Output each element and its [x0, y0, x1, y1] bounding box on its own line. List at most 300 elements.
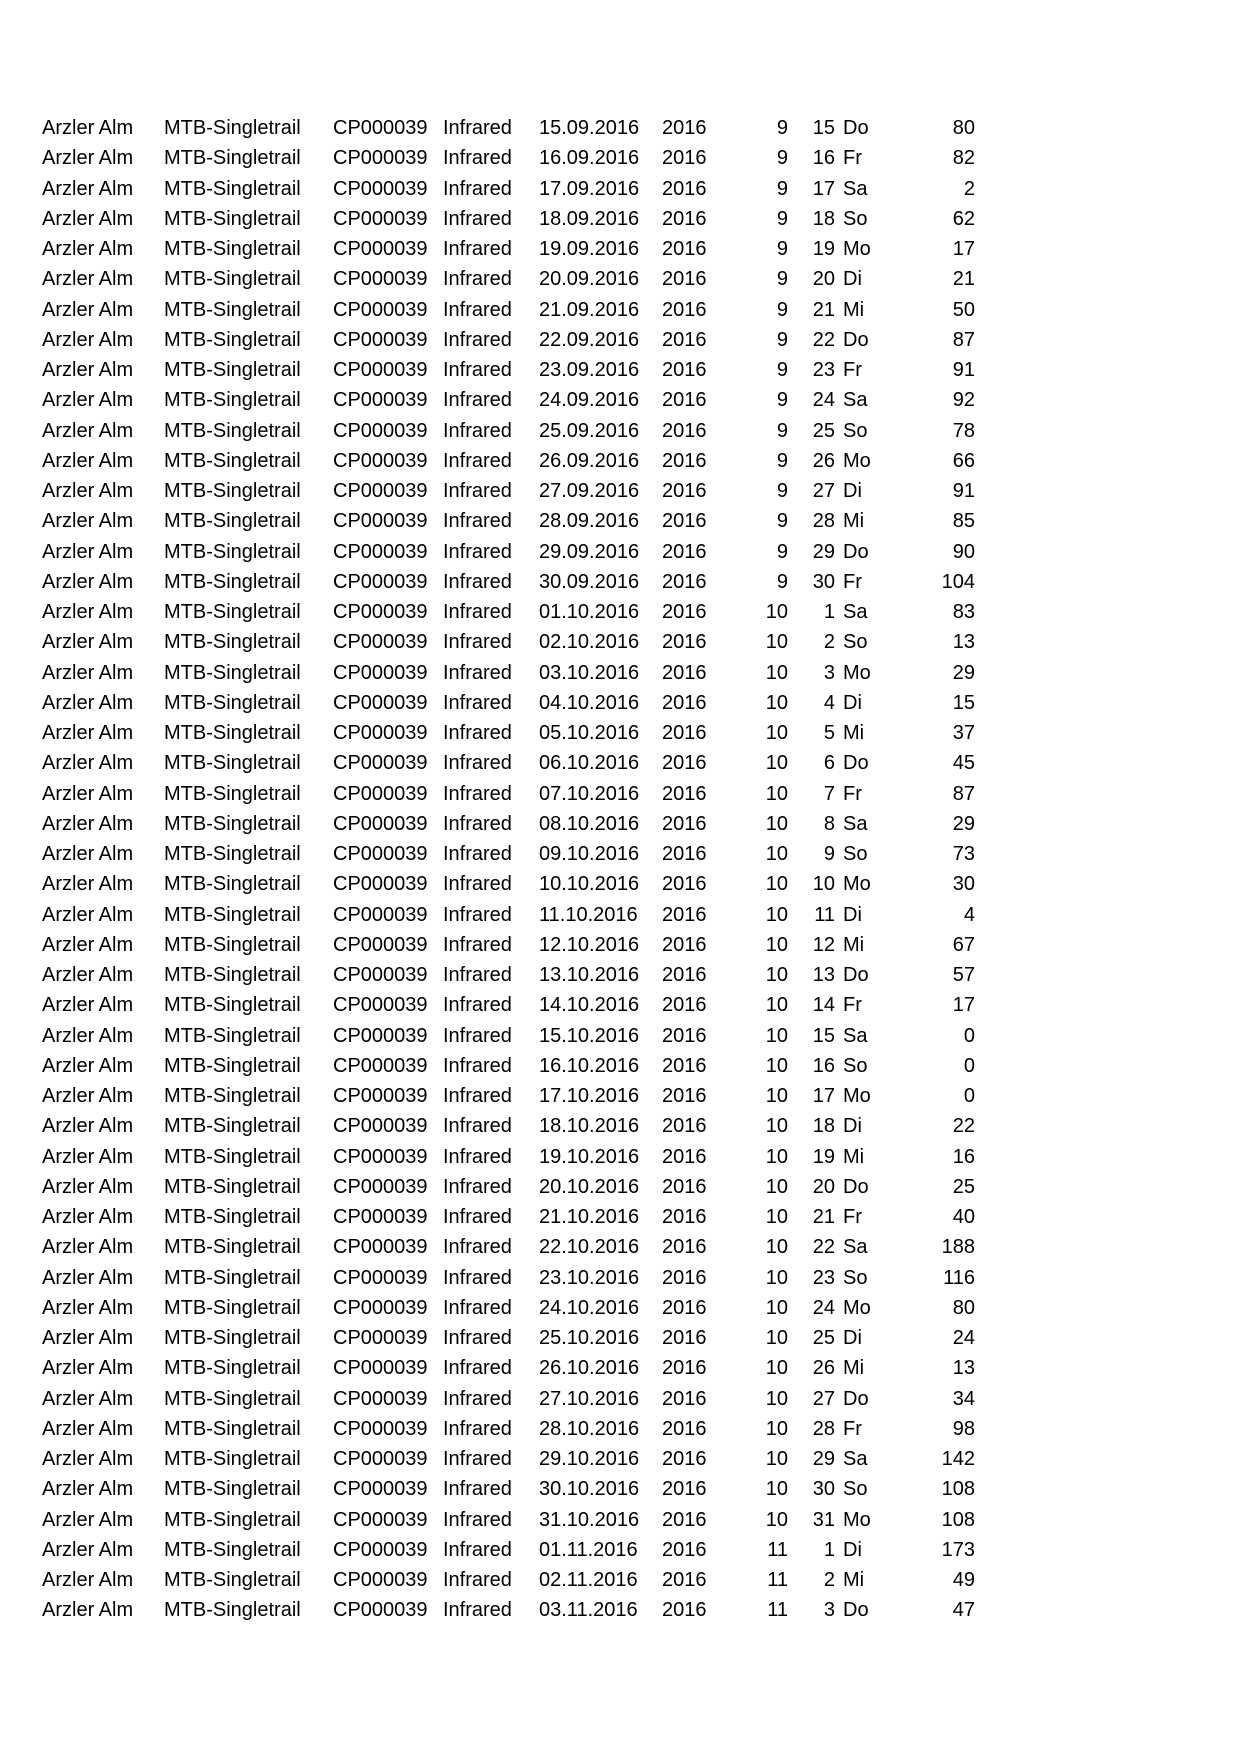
location-cell: Arzler Alm	[42, 1569, 134, 1591]
count-cell: 0	[963, 1024, 975, 1047]
trail-cell: MTB-Singletrail	[164, 1115, 301, 1138]
year-cell: 2016	[662, 1417, 707, 1440]
year-cell: 2016	[662, 1599, 707, 1622]
month-cell: 10	[765, 1478, 788, 1501]
count-cell: 78	[952, 419, 975, 442]
weekday-cell: Sa	[843, 1448, 868, 1470]
weekday-cell: So	[843, 631, 868, 654]
location-cell: Arzler Alm	[42, 903, 134, 926]
date-cell: 30.09.2016	[539, 570, 640, 593]
location-cell: Arzler Alm	[42, 964, 134, 986]
sensor-type-cell: Infrared	[443, 449, 512, 472]
month-cell: 10	[765, 812, 788, 835]
count-cell: 2	[963, 177, 975, 200]
day-cell: 24	[812, 1296, 835, 1319]
location-cell: Arzler Alm	[42, 1357, 134, 1380]
table-row	[0, 143, 1241, 173]
sensor-type-cell: Infrared	[443, 238, 512, 260]
trail-cell: MTB-Singletrail	[164, 1085, 301, 1107]
year-cell: 2016	[662, 1357, 707, 1380]
month-cell: 10	[765, 1387, 788, 1410]
sensor-type-cell: Infrared	[443, 207, 512, 230]
trail-cell: MTB-Singletrail	[164, 903, 301, 926]
location-cell: Arzler Alm	[42, 177, 134, 200]
counter-id-cell: CP000039	[333, 1054, 428, 1077]
count-cell: 82	[952, 147, 975, 170]
count-cell: 47	[952, 1599, 975, 1622]
table-row	[0, 1505, 1241, 1535]
day-cell: 1	[823, 1538, 835, 1561]
table-row	[0, 900, 1241, 930]
counter-id-cell: CP000039	[333, 812, 428, 835]
sensor-type-cell: Infrared	[443, 994, 512, 1017]
year-cell: 2016	[662, 964, 707, 986]
date-cell: 05.10.2016	[539, 722, 640, 744]
count-cell: 13	[952, 1357, 975, 1380]
table-row	[0, 1293, 1241, 1323]
month-cell: 10	[765, 782, 788, 805]
date-cell: 01.10.2016	[539, 601, 640, 623]
day-cell: 23	[812, 1266, 835, 1289]
count-cell: 62	[952, 207, 975, 230]
table-row	[0, 809, 1241, 839]
location-cell: Arzler Alm	[42, 843, 134, 865]
count-cell: 92	[952, 389, 975, 412]
weekday-cell: Do	[843, 752, 869, 775]
count-cell: 116	[943, 1266, 975, 1289]
counter-id-cell: CP000039	[333, 1508, 428, 1531]
year-cell: 2016	[662, 1538, 707, 1561]
counter-id-cell: CP000039	[333, 298, 428, 321]
table-row	[0, 1414, 1241, 1444]
sensor-type-cell: Infrared	[443, 1206, 512, 1228]
trail-cell: MTB-Singletrail	[164, 752, 301, 775]
location-cell: Arzler Alm	[42, 994, 134, 1017]
table-row	[0, 506, 1241, 536]
date-cell: 24.09.2016	[539, 389, 640, 412]
table-row	[0, 1232, 1241, 1262]
table-row	[0, 718, 1241, 748]
sensor-type-cell: Infrared	[443, 873, 512, 896]
table-row	[0, 295, 1241, 325]
day-cell: 25	[812, 419, 835, 442]
location-cell: Arzler Alm	[42, 691, 134, 714]
sensor-type-cell: Infrared	[443, 1145, 512, 1168]
month-cell: 10	[765, 1417, 788, 1440]
count-cell: 67	[952, 933, 975, 956]
location-cell: Arzler Alm	[42, 480, 134, 502]
weekday-cell: Mi	[843, 1569, 865, 1591]
location-cell: Arzler Alm	[42, 1054, 134, 1077]
trail-cell: MTB-Singletrail	[164, 1599, 301, 1622]
counter-id-cell: CP000039	[333, 661, 428, 684]
date-cell: 29.10.2016	[539, 1448, 640, 1470]
location-cell: Arzler Alm	[42, 873, 134, 896]
month-cell: 11	[767, 1538, 788, 1561]
year-cell: 2016	[662, 1448, 707, 1470]
count-cell: 22	[952, 1115, 975, 1138]
weekday-cell: Di	[843, 1115, 862, 1138]
table-row	[0, 627, 1241, 657]
location-cell: Arzler Alm	[42, 933, 134, 956]
date-cell: 03.11.2016	[539, 1599, 638, 1622]
count-cell: 45	[952, 752, 975, 775]
date-cell: 23.10.2016	[539, 1266, 640, 1289]
date-cell: 20.10.2016	[539, 1175, 640, 1198]
count-cell: 87	[952, 328, 975, 351]
date-cell: 11.10.2016	[539, 903, 638, 926]
day-cell: 22	[812, 328, 835, 351]
year-cell: 2016	[662, 661, 707, 684]
weekday-cell: Fr	[843, 1417, 862, 1440]
counter-id-cell: CP000039	[333, 1296, 428, 1319]
location-cell: Arzler Alm	[42, 268, 134, 291]
location-cell: Arzler Alm	[42, 631, 134, 654]
month-cell: 9	[776, 449, 788, 472]
location-cell: Arzler Alm	[42, 389, 134, 412]
sensor-type-cell: Infrared	[443, 1357, 512, 1380]
month-cell: 9	[776, 117, 788, 139]
table-row	[0, 1111, 1241, 1141]
year-cell: 2016	[662, 1206, 707, 1228]
counter-id-cell: CP000039	[333, 419, 428, 442]
count-cell: 29	[952, 812, 975, 835]
day-cell: 26	[812, 1357, 835, 1380]
table-row	[0, 990, 1241, 1020]
counter-id-cell: CP000039	[333, 1175, 428, 1198]
month-cell: 10	[765, 964, 788, 986]
weekday-cell: Sa	[843, 1024, 868, 1047]
weekday-cell: So	[843, 207, 868, 230]
table-row	[0, 1021, 1241, 1051]
count-cell: 73	[952, 843, 975, 865]
year-cell: 2016	[662, 1327, 707, 1349]
year-cell: 2016	[662, 177, 707, 200]
weekday-cell: Mo	[843, 661, 871, 684]
day-cell: 3	[823, 1599, 835, 1622]
trail-cell: MTB-Singletrail	[164, 631, 301, 654]
trail-cell: MTB-Singletrail	[164, 1054, 301, 1077]
counter-id-cell: CP000039	[333, 1599, 428, 1622]
month-cell: 10	[765, 1266, 788, 1289]
date-cell: 09.10.2016	[539, 843, 640, 865]
trail-cell: MTB-Singletrail	[164, 570, 301, 593]
date-cell: 24.10.2016	[539, 1296, 640, 1319]
date-cell: 15.10.2016	[539, 1024, 640, 1047]
counter-id-cell: CP000039	[333, 752, 428, 775]
trail-cell: MTB-Singletrail	[164, 1206, 301, 1228]
counter-id-cell: CP000039	[333, 540, 428, 563]
location-cell: Arzler Alm	[42, 1296, 134, 1319]
trail-cell: MTB-Singletrail	[164, 1478, 301, 1501]
count-cell: 25	[952, 1175, 975, 1198]
weekday-cell: Do	[843, 1175, 869, 1198]
location-cell: Arzler Alm	[42, 1115, 134, 1138]
trail-cell: MTB-Singletrail	[164, 1266, 301, 1289]
year-cell: 2016	[662, 1175, 707, 1198]
count-cell: 87	[952, 782, 975, 805]
weekday-cell: Fr	[843, 1206, 862, 1228]
date-cell: 21.10.2016	[539, 1206, 640, 1228]
weekday-cell: Sa	[843, 389, 868, 412]
sensor-type-cell: Infrared	[443, 1478, 512, 1501]
table-row	[0, 1323, 1241, 1353]
month-cell: 9	[776, 480, 788, 502]
sensor-type-cell: Infrared	[443, 570, 512, 593]
day-cell: 10	[812, 873, 835, 896]
trail-cell: MTB-Singletrail	[164, 1175, 301, 1198]
trail-cell: MTB-Singletrail	[164, 873, 301, 896]
table-row	[0, 1535, 1241, 1565]
counter-id-cell: CP000039	[333, 147, 428, 170]
year-cell: 2016	[662, 419, 707, 442]
date-cell: 22.09.2016	[539, 328, 640, 351]
sensor-type-cell: Infrared	[443, 843, 512, 865]
table-row	[0, 960, 1241, 990]
month-cell: 9	[776, 359, 788, 381]
trail-cell: MTB-Singletrail	[164, 480, 301, 502]
counter-id-cell: CP000039	[333, 1569, 428, 1591]
count-cell: 0	[963, 1054, 975, 1077]
year-cell: 2016	[662, 1145, 707, 1168]
date-cell: 16.09.2016	[539, 147, 640, 170]
sensor-type-cell: Infrared	[443, 1448, 512, 1470]
day-cell: 30	[812, 1478, 835, 1501]
date-cell: 26.10.2016	[539, 1357, 640, 1380]
location-cell: Arzler Alm	[42, 601, 134, 623]
year-cell: 2016	[662, 994, 707, 1017]
month-cell: 9	[776, 570, 788, 593]
table-row	[0, 688, 1241, 718]
year-cell: 2016	[662, 752, 707, 775]
location-cell: Arzler Alm	[42, 510, 134, 533]
year-cell: 2016	[662, 631, 707, 654]
table-row	[0, 234, 1241, 264]
count-cell: 91	[952, 359, 975, 381]
month-cell: 10	[765, 1054, 788, 1077]
sensor-type-cell: Infrared	[443, 117, 512, 139]
year-cell: 2016	[662, 1569, 707, 1591]
counter-id-cell: CP000039	[333, 510, 428, 533]
sensor-type-cell: Infrared	[443, 722, 512, 744]
trail-cell: MTB-Singletrail	[164, 359, 301, 381]
table-row	[0, 174, 1241, 204]
day-cell: 28	[812, 1417, 835, 1440]
trail-cell: MTB-Singletrail	[164, 207, 301, 230]
date-cell: 17.09.2016	[539, 177, 640, 200]
month-cell: 10	[765, 1236, 788, 1259]
table-row	[0, 1051, 1241, 1081]
day-cell: 28	[812, 510, 835, 533]
day-cell: 21	[812, 298, 835, 321]
year-cell: 2016	[662, 359, 707, 381]
location-cell: Arzler Alm	[42, 207, 134, 230]
year-cell: 2016	[662, 903, 707, 926]
count-cell: 108	[941, 1508, 975, 1531]
day-cell: 2	[823, 631, 835, 654]
table-row	[0, 416, 1241, 446]
weekday-cell: Mo	[843, 1085, 871, 1107]
location-cell: Arzler Alm	[42, 1085, 134, 1107]
day-cell: 12	[812, 933, 835, 956]
weekday-cell: Do	[843, 540, 869, 563]
table-row	[0, 1565, 1241, 1595]
counter-id-cell: CP000039	[333, 117, 428, 139]
trail-cell: MTB-Singletrail	[164, 1448, 301, 1470]
sensor-type-cell: Infrared	[443, 298, 512, 321]
location-cell: Arzler Alm	[42, 1478, 134, 1501]
count-cell: 34	[952, 1387, 975, 1410]
month-cell: 9	[776, 238, 788, 260]
location-cell: Arzler Alm	[42, 570, 134, 593]
table-row	[0, 658, 1241, 688]
day-cell: 17	[812, 1085, 835, 1107]
date-cell: 27.09.2016	[539, 480, 640, 502]
trail-cell: MTB-Singletrail	[164, 1024, 301, 1047]
date-cell: 08.10.2016	[539, 812, 640, 835]
count-cell: 16	[952, 1145, 975, 1168]
sensor-type-cell: Infrared	[443, 419, 512, 442]
sensor-type-cell: Infrared	[443, 1387, 512, 1410]
location-cell: Arzler Alm	[42, 1145, 134, 1168]
count-cell: 80	[952, 1296, 975, 1319]
location-cell: Arzler Alm	[42, 1175, 134, 1198]
day-cell: 25	[812, 1327, 835, 1349]
year-cell: 2016	[662, 207, 707, 230]
table-row	[0, 930, 1241, 960]
year-cell: 2016	[662, 268, 707, 291]
weekday-cell: Mo	[843, 1296, 871, 1319]
day-cell: 17	[812, 177, 835, 200]
location-cell: Arzler Alm	[42, 782, 134, 805]
weekday-cell: Di	[843, 268, 862, 291]
sensor-type-cell: Infrared	[443, 601, 512, 623]
month-cell: 9	[776, 419, 788, 442]
counter-id-cell: CP000039	[333, 933, 428, 956]
counter-id-cell: CP000039	[333, 1478, 428, 1501]
table-row	[0, 1444, 1241, 1474]
counter-id-cell: CP000039	[333, 964, 428, 986]
counter-id-cell: CP000039	[333, 1327, 428, 1349]
year-cell: 2016	[662, 873, 707, 896]
day-cell: 19	[812, 238, 835, 260]
trail-cell: MTB-Singletrail	[164, 1357, 301, 1380]
date-cell: 30.10.2016	[539, 1478, 640, 1501]
weekday-cell: So	[843, 419, 868, 442]
weekday-cell: Sa	[843, 601, 868, 623]
year-cell: 2016	[662, 1387, 707, 1410]
weekday-cell: Fr	[843, 359, 862, 381]
sensor-type-cell: Infrared	[443, 752, 512, 775]
weekday-cell: So	[843, 1266, 868, 1289]
weekday-cell: Mo	[843, 1508, 871, 1531]
location-cell: Arzler Alm	[42, 359, 134, 381]
year-cell: 2016	[662, 540, 707, 563]
table-row	[0, 1353, 1241, 1383]
month-cell: 10	[765, 1085, 788, 1107]
sensor-type-cell: Infrared	[443, 510, 512, 533]
sensor-type-cell: Infrared	[443, 1085, 512, 1107]
year-cell: 2016	[662, 449, 707, 472]
count-cell: 98	[952, 1417, 975, 1440]
count-cell: 66	[952, 449, 975, 472]
counter-id-cell: CP000039	[333, 691, 428, 714]
sensor-type-cell: Infrared	[443, 812, 512, 835]
sensor-type-cell: Infrared	[443, 1266, 512, 1289]
day-cell: 7	[823, 782, 835, 805]
location-cell: Arzler Alm	[42, 419, 134, 442]
weekday-cell: Di	[843, 1538, 862, 1561]
day-cell: 23	[812, 359, 835, 381]
day-cell: 4	[823, 691, 835, 714]
date-cell: 04.10.2016	[539, 691, 640, 714]
day-cell: 21	[812, 1206, 835, 1228]
weekday-cell: Fr	[843, 994, 862, 1017]
trail-cell: MTB-Singletrail	[164, 933, 301, 956]
trail-cell: MTB-Singletrail	[164, 1296, 301, 1319]
date-cell: 31.10.2016	[539, 1508, 640, 1531]
table-row	[0, 537, 1241, 567]
year-cell: 2016	[662, 389, 707, 412]
location-cell: Arzler Alm	[42, 117, 134, 139]
month-cell: 10	[765, 1296, 788, 1319]
month-cell: 10	[765, 601, 788, 623]
weekday-cell: Fr	[843, 147, 862, 170]
table-row	[0, 1142, 1241, 1172]
table-row	[0, 476, 1241, 506]
counter-id-cell: CP000039	[333, 570, 428, 593]
location-cell: Arzler Alm	[42, 812, 134, 835]
count-cell: 108	[941, 1478, 975, 1501]
counter-id-cell: CP000039	[333, 1145, 428, 1168]
trail-cell: MTB-Singletrail	[164, 1538, 301, 1561]
sensor-type-cell: Infrared	[443, 1296, 512, 1319]
weekday-cell: Di	[843, 480, 862, 502]
location-cell: Arzler Alm	[42, 449, 134, 472]
month-cell: 10	[765, 994, 788, 1017]
day-cell: 20	[812, 1175, 835, 1198]
weekday-cell: Mi	[843, 510, 865, 533]
table-row	[0, 204, 1241, 234]
count-cell: 57	[952, 964, 975, 986]
month-cell: 9	[776, 268, 788, 291]
date-cell: 21.09.2016	[539, 298, 640, 321]
weekday-cell: Di	[843, 691, 862, 714]
table-row	[0, 597, 1241, 627]
sensor-type-cell: Infrared	[443, 782, 512, 805]
sensor-type-cell: Infrared	[443, 1599, 512, 1622]
location-cell: Arzler Alm	[42, 1327, 134, 1349]
day-cell: 14	[812, 994, 835, 1017]
count-cell: 24	[952, 1327, 975, 1349]
sensor-type-cell: Infrared	[443, 268, 512, 291]
trail-cell: MTB-Singletrail	[164, 117, 301, 139]
table-row	[0, 1595, 1241, 1625]
trail-cell: MTB-Singletrail	[164, 722, 301, 744]
day-cell: 29	[812, 1448, 835, 1470]
date-cell: 18.09.2016	[539, 207, 640, 230]
weekday-cell: So	[843, 1478, 868, 1501]
sensor-type-cell: Infrared	[443, 328, 512, 351]
trail-cell: MTB-Singletrail	[164, 1569, 301, 1591]
count-cell: 173	[941, 1538, 975, 1561]
day-cell: 27	[812, 1387, 835, 1410]
weekday-cell: Mi	[843, 1145, 865, 1168]
counter-id-cell: CP000039	[333, 268, 428, 291]
year-cell: 2016	[662, 298, 707, 321]
counter-id-cell: CP000039	[333, 1448, 428, 1470]
trail-cell: MTB-Singletrail	[164, 540, 301, 563]
